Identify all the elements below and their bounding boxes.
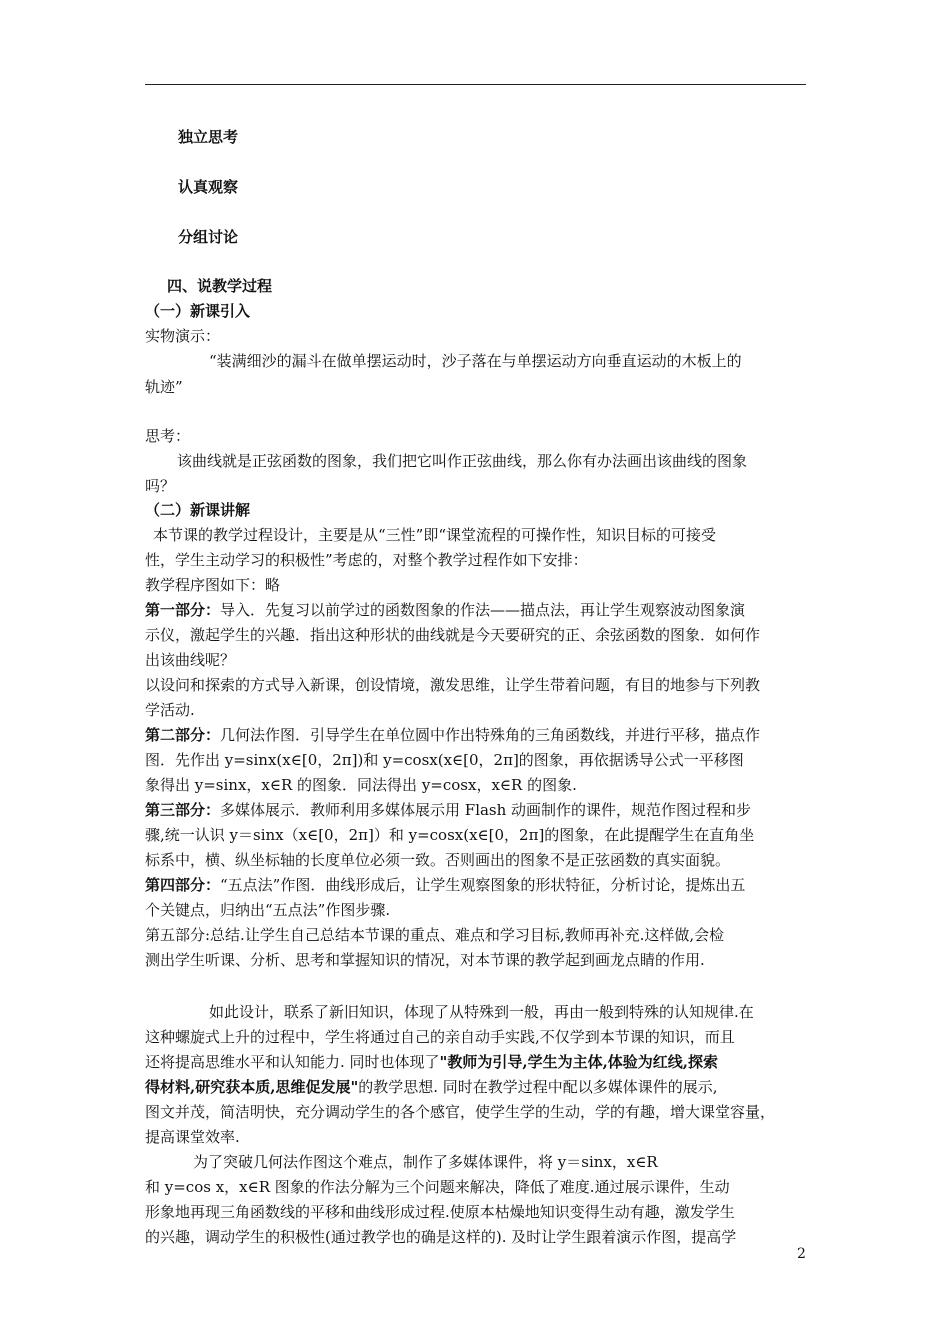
paragraph-line: 标系中，横、纵坐标轴的长度单位必须一致。否则画出的图象不是正弦函数的真实面貌。 (145, 851, 731, 869)
part-text: 几何法作图．引导学生在单位圆中作出特殊角的三角函数线，并进行平移，描点作 (220, 726, 761, 744)
think-label: 思考： (145, 427, 191, 445)
paragraph-line: 本节课的教学过程设计，主要是从“三性”即“课堂流程的可操作性，知识目标的可接受 (153, 526, 717, 544)
paragraph-line: 出该曲线呢？ (145, 651, 236, 669)
paragraph-line: 个关键点，归纳出“五点法”作图步骤. (145, 901, 391, 919)
section-heading: 四、说教学过程 (167, 277, 273, 295)
part-text: “五点法”作图．曲线形成后，让学生观察图象的形状特征，分析讨论，提炼出五 (220, 876, 746, 894)
paragraph-text: 还将提高思维水平和认知能力. 同时也体现了 (145, 1053, 440, 1071)
demo-quote: 轨迹” (145, 378, 183, 396)
paragraph-line: 教学程序图如下：略 (145, 576, 281, 594)
paragraph-line: 如此设计，联系了新旧知识，体现了从特殊到一般，再由一般到特殊的认知规律.在 (209, 1003, 754, 1021)
emphasis-text: 得材料,研究获本质,思维促发展" (145, 1078, 359, 1096)
paragraph-line: 形象地再现三角函数线的平移和曲线形成过程.使原本枯燥地知识变得生动有趣，激发学生 (145, 1203, 735, 1221)
think-text: 该曲线就是正弦函数的图象，我们把它叫作正弦曲线，那么你有办法画出该曲线的图象 (177, 452, 748, 470)
attitude-item: 分组讨论 (178, 228, 239, 246)
demo-label: 实物演示： (145, 327, 221, 345)
attitude-item: 独立思考 (178, 128, 239, 146)
paragraph-line: 测出学生听课、分析、思考和掌握知识的情况，对本节课的教学起到画龙点睛的作用. (145, 951, 705, 969)
part-label: 第二部分： (145, 726, 221, 744)
part-two (145, 725, 760, 745)
paragraph-text: 的教学思想. 同时在教学过程中配以多媒体课件的展示, (358, 1078, 718, 1096)
paragraph-line: 为了突破几何法作图这个难点，制作了多媒体课件，将 y＝sinx，x∈R (193, 1153, 658, 1171)
part-text: 多媒体展示．教师利用多媒体展示用 Flash 动画制作的课件，规范作图过程和步 (220, 801, 752, 819)
paragraph-line: 和 y=cos x，x∈R 图象的作法分解为三个问题来解决，降低了难度.通过展示课件，生动 (145, 1178, 730, 1196)
think-text: 吗？ (145, 477, 176, 495)
header-rule (145, 84, 806, 85)
part-text: 导入．先复习以前学过的函数图象的作法——描点法，再让学生观察波动图象演 (220, 601, 746, 619)
page-number: 2 (797, 1246, 806, 1262)
attitude-item: 认真观察 (178, 178, 239, 196)
part-four (145, 875, 745, 895)
paragraph-line: 示仪，激起学生的兴趣．指出这种形状的曲线就是今天要研究的正、余弦函数的图象．如何作 (145, 626, 761, 644)
paragraph-line: 以设问和探索的方式导入新课，创设情境，激发思维，让学生带着问题，有目的地参与下列教 (145, 676, 761, 694)
part-label: 第一部分： (145, 601, 221, 619)
paragraph-line: 的兴趣，调动学生的积极性(通过教学也的确是这样的). 及时让学生跟着演示作图，提高学 (145, 1228, 737, 1246)
part-label: 第三部分： (145, 801, 221, 819)
paragraph-line: 这种螺旋式上升的过程中，学生将通过自己的亲自动手实践,不仅学到本节课的知识，而且 (145, 1028, 735, 1046)
part-five: 第五部分:总结.让学生自己总结本节课的重点、难点和学习目标,教师再补充.这样做,会检 (145, 926, 725, 944)
paragraph-line: 骤,统一认识 y＝sinx（x∈[0，2π]）和 y=cosx(x∈[0，2π]的图象，在此提醒学生在直角坐 (145, 826, 755, 844)
paragraph-line: 图．先作出 y=sinx(x∈[0，2π])和 y=cosx(x∈[0，2π]的图象，再依据诱导公式一平移图 (145, 751, 744, 769)
demo-quote: “装满细沙的漏斗在做单摆运动时，沙子落在与单摆运动方向垂直运动的木板上的 (209, 352, 742, 370)
emphasis-text: "教师为引导,学生为主体,体验为红线,探索 (439, 1053, 719, 1071)
summary-mixed-line (145, 1077, 718, 1097)
paragraph-line: 提高课堂效率. (145, 1128, 240, 1146)
summary-mixed-line (145, 1052, 718, 1072)
subsection-heading: （一）新课引入 (145, 302, 251, 320)
part-three (145, 800, 751, 820)
part-label: 第四部分： (145, 876, 221, 894)
paragraph-line: 性，学生主动学习的积极性”考虑的，对整个教学过程作如下安排： (145, 551, 588, 569)
part-one (145, 600, 745, 620)
paragraph-line: 图文并茂，简洁明快，充分调动学生的各个感官，使学生学的生动，学的有趣，增大课堂容量， (145, 1103, 776, 1121)
paragraph-line: 象得出 y=sinx，x∈R 的图象．同法得出 y=cosx，x∈R 的图象. (145, 776, 577, 794)
subsection-heading: （二）新课讲解 (145, 501, 251, 519)
paragraph-line: 学活动. (145, 701, 195, 719)
